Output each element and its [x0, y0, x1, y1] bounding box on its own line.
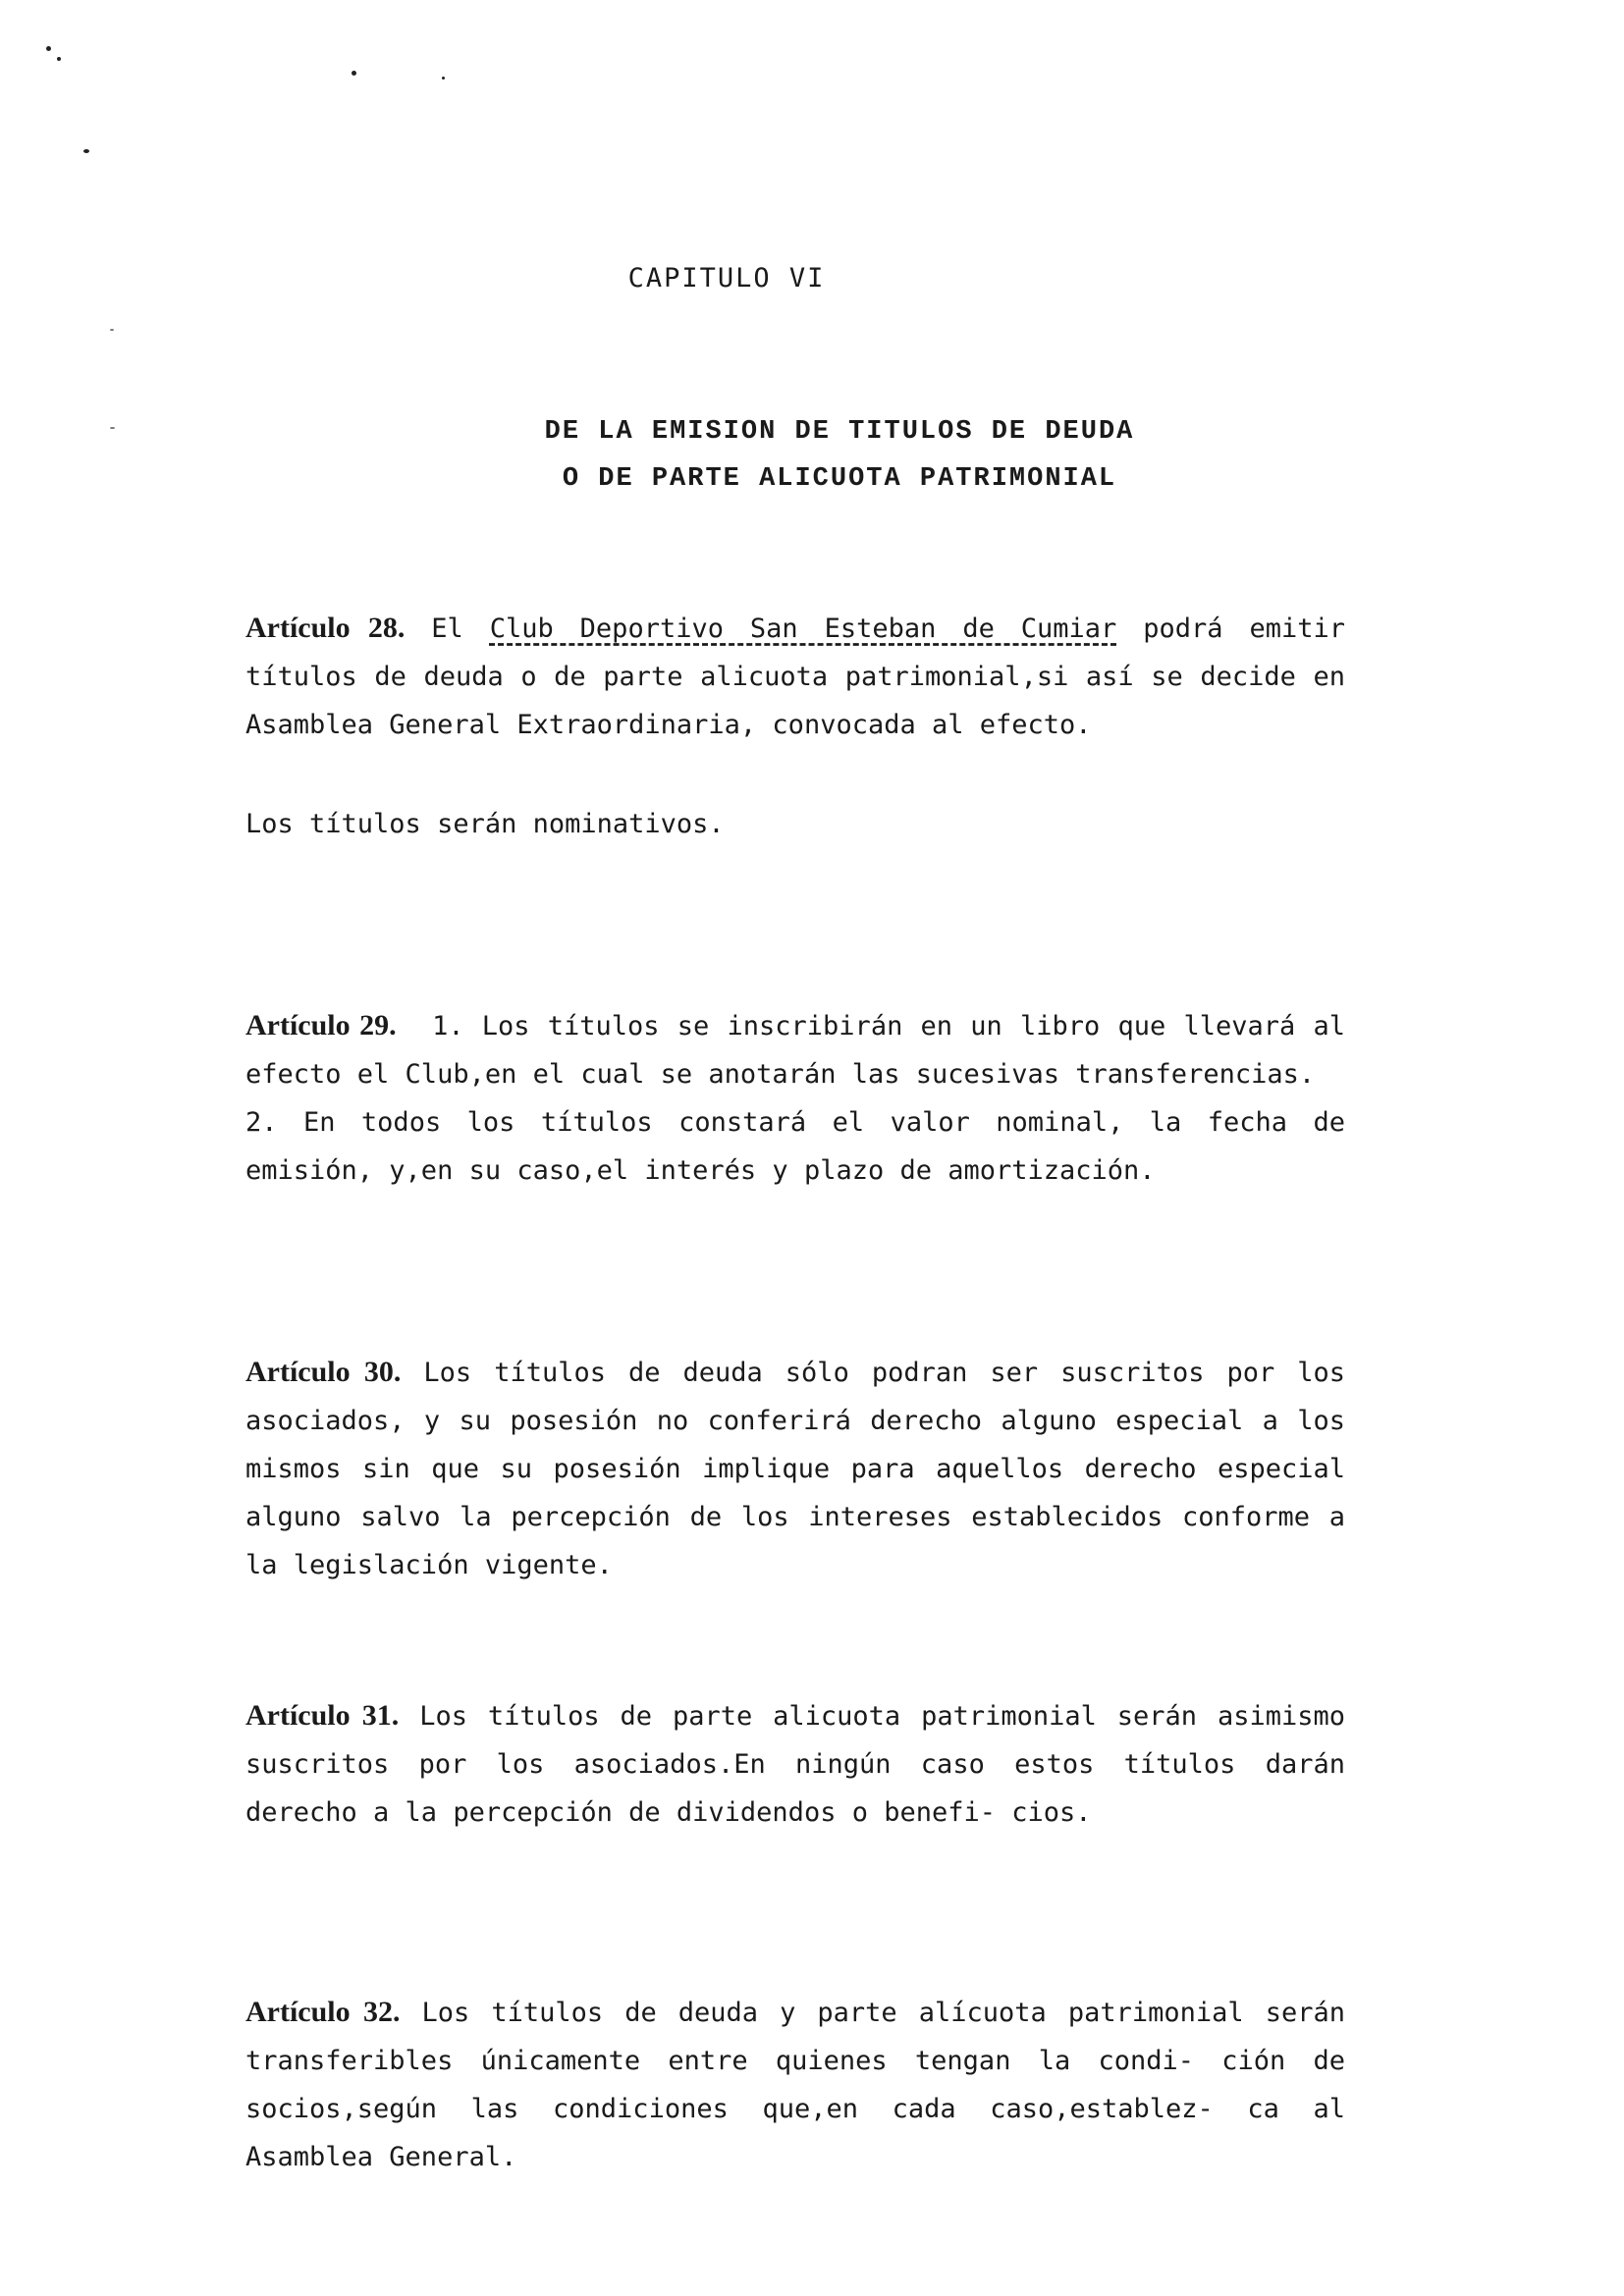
article-32 — [245, 1988, 1345, 2181]
article-30-paragraph — [245, 1348, 1345, 1589]
article-32-paragraph — [245, 1988, 1345, 2181]
article-29-label: Artículo 29. — [245, 1009, 397, 1041]
chapter-heading: CAPITULO VI — [627, 263, 826, 294]
article-29 — [245, 1001, 1345, 1195]
article-28-paragraph-1 — [245, 604, 1345, 749]
article-31-label: Artículo 31. — [245, 1699, 400, 1732]
article-28-intro: El — [431, 614, 463, 644]
club-name: Club Deportivo San Esteban de Cumiar — [489, 614, 1117, 644]
article-31-text: Los títulos de parte alicuota patrimonial serán asimismo suscritos por los asociados.En ningún caso estos títulos darán derecho a la percepción de dividendos o benefi- cios. — [245, 1701, 1346, 1828]
article-28-paragraph-2: Los títulos serán nominativos. — [245, 809, 725, 839]
article-29-text-1: 1. Los títulos se inscribirán en un libro que llevará al efecto el Club,en el cual se anotarán las sucesivas transferencias. — [245, 1011, 1346, 1090]
chapter-title-line-1: DE LA EMISION DE TITULOS DE DEUDA — [544, 417, 1135, 447]
article-30-label: Artículo 30. — [245, 1356, 402, 1388]
article-32-label: Artículo 32. — [245, 1996, 401, 2028]
article-28-label: Artículo 28. — [245, 612, 406, 644]
article-30 — [245, 1348, 1345, 1589]
article-28-text-1: podrá emitir títulos de deuda o de parte alicuota patrimonial,si así se decide en Asamblea General Extraordinaria, convocada al efecto. — [245, 614, 1345, 740]
article-32-text: Los títulos de deuda y parte alícuota patrimonial serán transferibles únicamente entre quienes tengan la condi- ción de socios,según las condiciones que,en cada caso,establez- ca al Asamblea General. — [245, 1998, 1345, 2172]
article-29-paragraph-1 — [245, 1001, 1345, 1098]
article-31-paragraph — [245, 1691, 1345, 1837]
article-28 — [245, 604, 1345, 848]
chapter-title-line-2: O DE PARTE ALICUOTA PATRIMONIAL — [562, 464, 1117, 494]
article-31 — [245, 1691, 1345, 1837]
article-30-text: Los títulos de deuda sólo podran ser suscritos por los asociados, y su posesión no conferirá derecho alguno especial a los mismos sin que su posesión implique para aquellos derecho especial alguno salvo la percepción de los intereses establecidos conforme a la legislación vigente. — [245, 1358, 1346, 1580]
article-29-paragraph-2: 2. En todos los títulos constará el valor nominal, la fecha de emisión, y,en su caso,el interés y plazo de amortización. — [245, 1107, 1345, 1186]
